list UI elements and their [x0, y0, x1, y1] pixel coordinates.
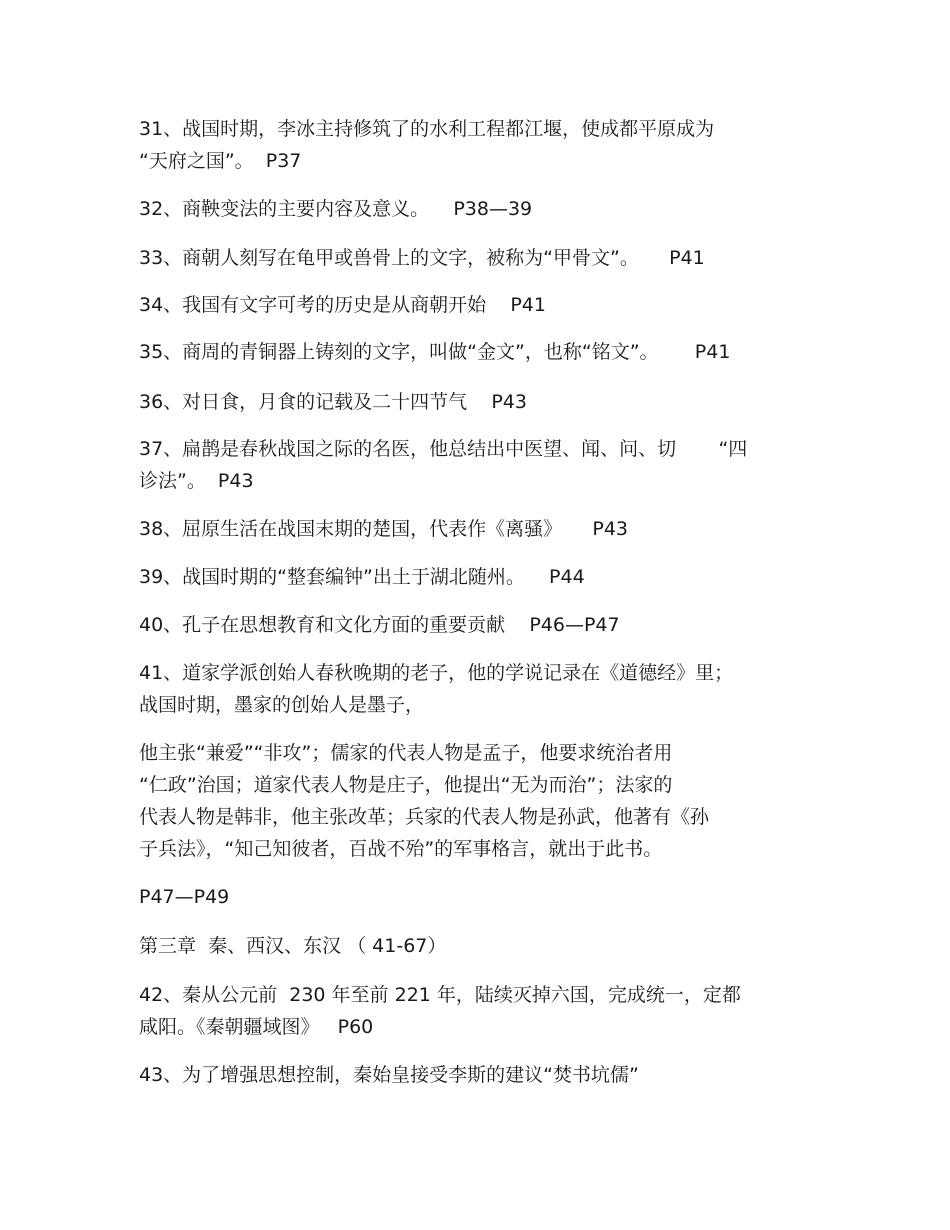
paragraph-line-3: 代表人物是韩非，他主张改革；兵家的代表人物是孙武，他著有《孙 [139, 806, 710, 828]
item-31-line-2: “天府之国”。 P37 [139, 150, 302, 172]
item-41-line-2: 战国时期，墨家的创始人是墨子， [139, 694, 425, 716]
item-36: 36、对日食，月食的记载及二十四节气 P43 [139, 391, 527, 413]
paragraph-line-1: 他主张“兼爱”“非攻”；儒家的代表人物是孟子，他要求统治者用 [139, 742, 673, 764]
item-42-line-1: 42、秦从公元前 230 年至前 221 年，陆续灭掉六国，完成统一，定都 [139, 984, 741, 1006]
item-40: 40、孔子在思想教育和文化方面的重要贡献 P46—P47 [139, 614, 620, 636]
item-31-line-1: 31、战国时期，李冰主持修筑了的水利工程都江堰，使成都平原成为 [139, 118, 715, 140]
page-reference: P47—P49 [139, 886, 230, 908]
item-37-line-1: 37、扁鹊是春秋战国之际的名医，他总结出中医望、闻、问、切 “四 [139, 438, 748, 460]
item-35: 35、商周的青铜器上铸刻的文字，叫做“金文”，也称“铭文”。 P41 [139, 341, 731, 363]
item-32: 32、商鞅变法的主要内容及意义。 P38—39 [139, 198, 533, 220]
item-41-line-1: 41、道家学派创始人春秋晚期的老子，他的学说记录在《道德经》里； [139, 662, 734, 684]
item-33: 33、商朝人刻写在龟甲或兽骨上的文字，被称为“甲骨文”。 P41 [139, 247, 705, 269]
item-38: 38、屈原生活在战国末期的楚国，代表作《离骚》 P43 [139, 518, 629, 540]
paragraph-line-2: “仁政”治国；道家代表人物是庄子，他提出“无为而治”；法家的 [139, 774, 673, 796]
item-42-line-2: 咸阳。《秦朝疆域图》 P60 [139, 1016, 374, 1038]
item-34: 34、我国有文字可考的历史是从商朝开始 P41 [139, 294, 546, 316]
item-43: 43、为了增强思想控制，秦始皇接受李斯的建议“焚书坑儒” [139, 1064, 639, 1086]
item-39: 39、战国时期的“整套编钟”出土于湖北随州。 P44 [139, 566, 585, 588]
paragraph-line-4: 子兵法》，“知己知彼者，百战不殆”的军事格言，就出于此书。 [139, 838, 663, 860]
chapter-heading: 第三章 秦、西汉、东汉 （ 41-67） [139, 935, 447, 957]
item-37-line-2: 诊法”。 P43 [139, 470, 254, 492]
